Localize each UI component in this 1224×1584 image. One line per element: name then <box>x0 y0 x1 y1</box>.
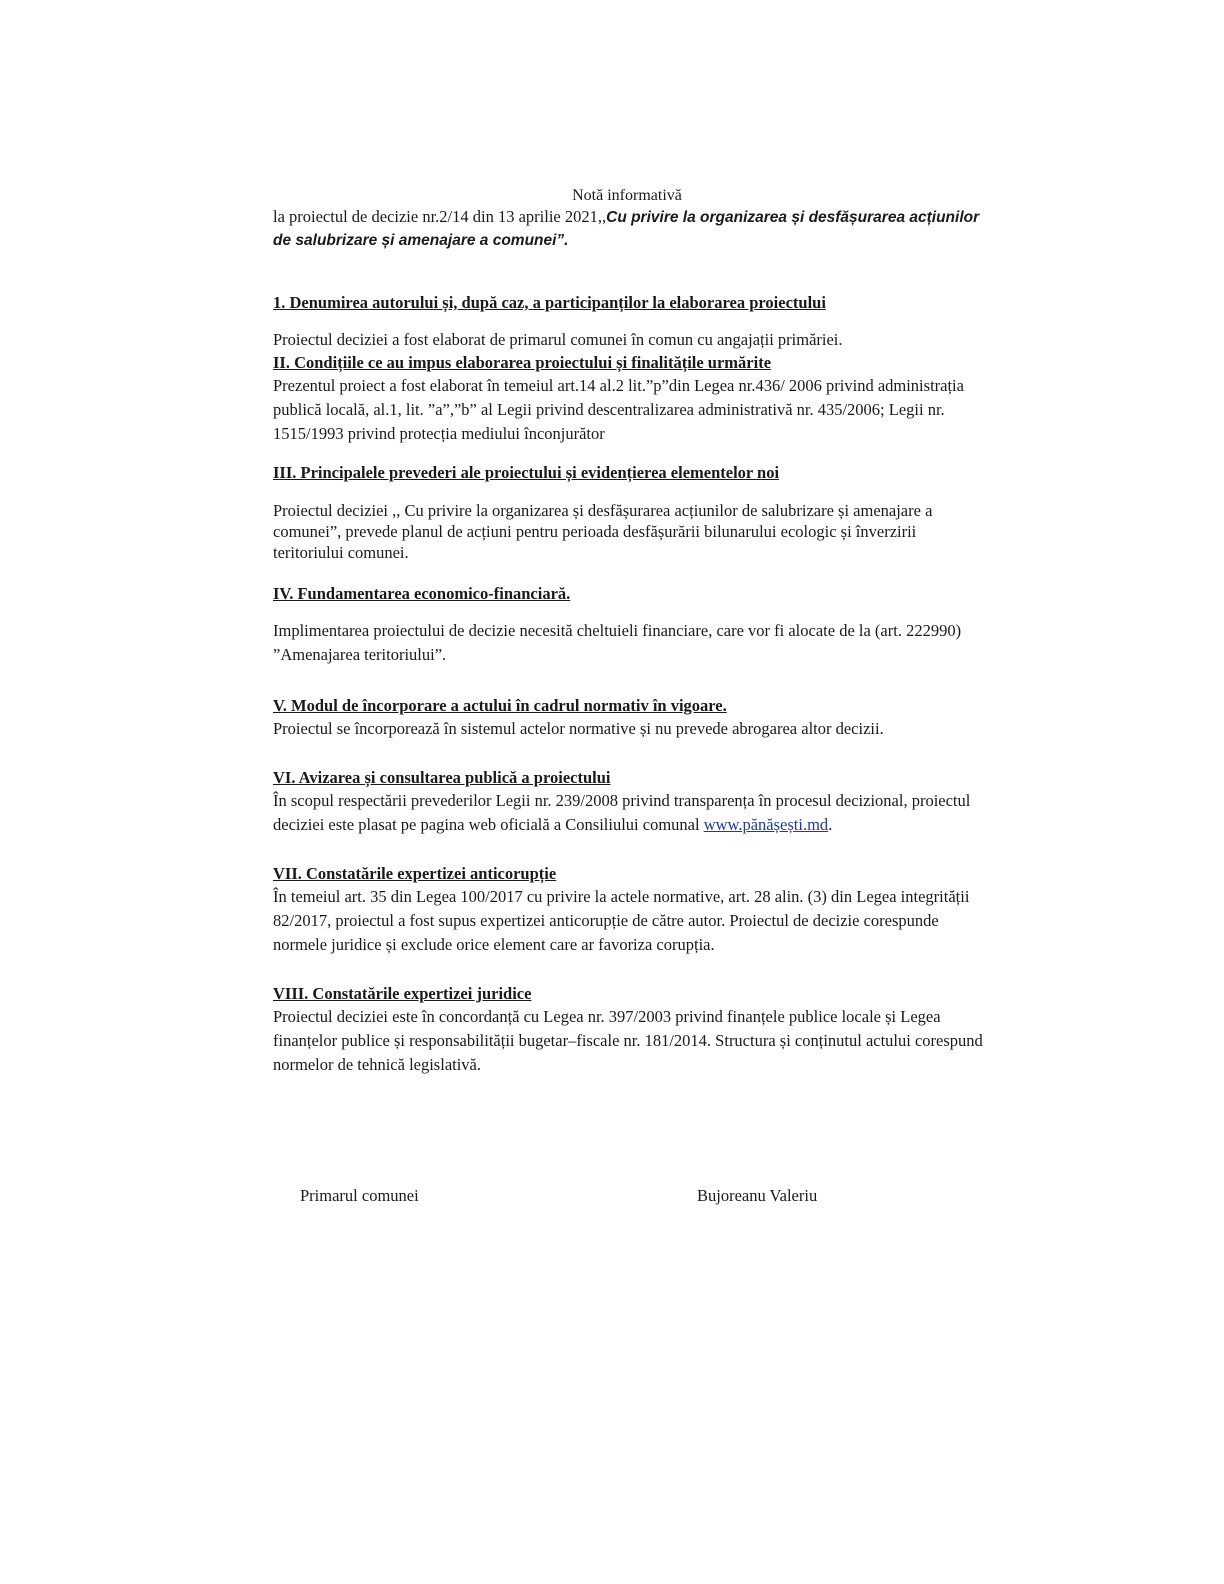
section-6-text-end: . <box>828 815 833 834</box>
section-1-heading: 1. Denumirea autorului și, după caz, a participanților la elaborarea proiectului <box>273 293 826 312</box>
section-2-heading: II. Condițiile ce au impus elaborarea proiectului și finalitățile urmărite <box>273 353 772 372</box>
section-7-body: În temeiul art. 35 din Legea 100/2017 cu privire la actele normative, art. 28 alin. (3) din Legea integrității 82/2017, proiectul a fost supus expertizei anticorupție de către autor. Proiectul de decizie corespunde normele juridice și exclude orice element care ar favoriza corupția. <box>273 887 970 954</box>
subtitle-subject: Cu privire la organizarea și desfășurarea acțiunilor de salubrizare și amenajare a comunei”. <box>273 209 980 249</box>
section-1-body: Proiectul deciziei a fost elaborat de primarul comunei în comun cu angajații primăriei. <box>273 330 843 349</box>
signature-name: Bujoreanu Valeriu <box>697 1186 818 1205</box>
document-title: Notă informativă <box>572 187 682 204</box>
section-3-body: Proiectul deciziei ,, Cu privire la organizarea și desfășurarea acțiunilor de salubrizare și amenajare a comunei”, prevede planul de acțiuni pentru perioada desfășurării bilunarului ecologic și înverzirii teritoriului comunei. <box>273 501 933 562</box>
section-8-heading: VIII. Constatările expertizei juridice <box>273 984 532 1003</box>
signature-role: Primarul comunei <box>300 1186 419 1205</box>
section-5-body: Proiectul se încorporează în sistemul actelor normative și nu prevede abrogarea altor decizii. <box>273 719 884 738</box>
subtitle-quote-open: ,, <box>597 207 607 226</box>
document-subtitle <box>273 206 983 252</box>
website-link[interactable]: www.pănășești.md <box>703 815 829 834</box>
section-8-body: Proiectul deciziei este în concordanță cu Legea nr. 397/2003 privind finanțele publice locale și Legea finanțelor publice și responsabilității bugetar–fiscale nr. 181/2014. Structura și conținutul actului corespund normelor de tehnică legislativă. <box>273 1007 983 1074</box>
section-7-heading: VII. Constatările expertizei anticorupție <box>273 864 557 883</box>
document-page <box>273 186 983 1077</box>
section-4-body: Implimentarea proiectului de decizie necesită cheltuieli financiare, care vor fi alocate de la (art. 222990) ”Amenajarea teritoriului”. <box>273 621 962 664</box>
section-3-heading: III. Principalele prevederi ale proiectului și evidențierea elementelor noi <box>273 463 780 482</box>
section-2-body: Prezentul proiect a fost elaborat în temeiul art.14 al.2 lit.”p”din Legea nr.436/ 2006 privind administrația publică locală, al.1, lit. ”a”,”b” al Legii privind descentralizarea administrativă nr. 435/2006; Legii nr. 1515/1993 privind protecția mediului înconjurător <box>273 376 964 443</box>
subtitle-prefix: la proiectul de decizie nr.2/14 din 13 aprilie 2021 <box>273 207 598 226</box>
section-6-body <box>273 789 983 837</box>
section-6-heading: VI. Avizarea și consultarea publică a proiectului <box>273 768 611 787</box>
section-4-heading: IV. Fundamentarea economico-financiară. <box>273 584 571 603</box>
section-6-text: În scopul respectării prevederilor Legii nr. 239/2008 privind transparența în procesul decizional, proiectul deciziei este plasat pe pagina web oficială a Consiliului comunal <box>273 791 971 834</box>
section-5-heading: V. Modul de încorporare a actului în cadrul normativ în vigoare. <box>273 696 727 715</box>
